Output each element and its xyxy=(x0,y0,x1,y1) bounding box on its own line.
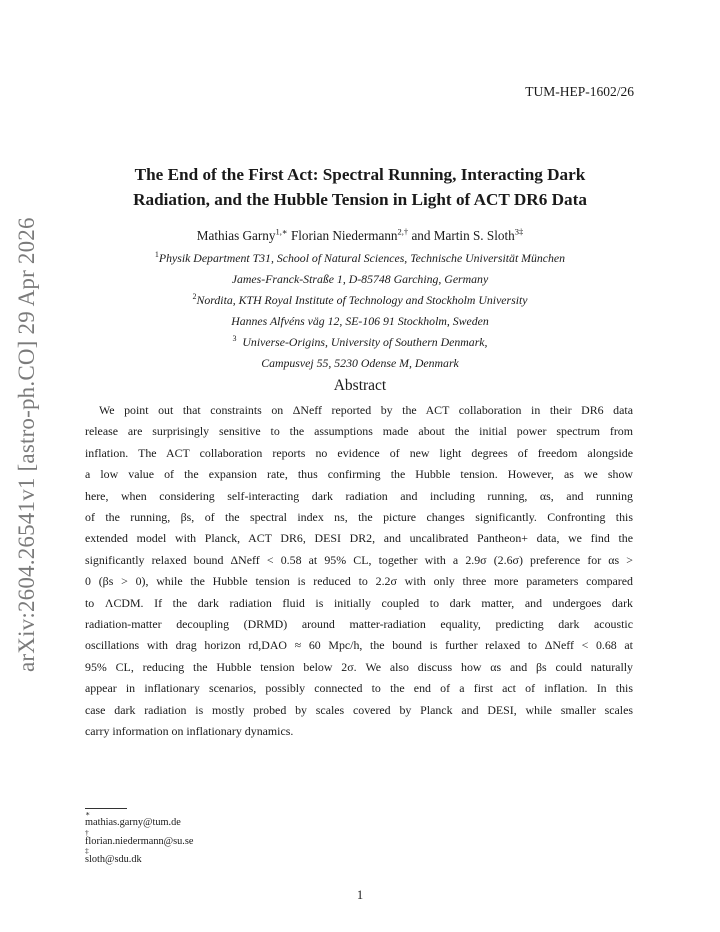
author-name: Florian Niedermann xyxy=(290,228,398,243)
author-marks: 1,∗ xyxy=(275,226,288,237)
footnote-email[interactable]: mathias.garny@tum.de xyxy=(85,817,181,828)
affiliation-line: James-Franck-Straße 1, D-85748 Garching, Germany xyxy=(231,272,489,286)
arxiv-identifier-stamp: arXiv:2604.26541v1 [astro-ph.CO] 29 Apr 2026 xyxy=(14,217,39,672)
author-marks: 3‡ xyxy=(514,226,524,237)
affiliation-line xyxy=(60,290,660,311)
author-marks: 2,† xyxy=(397,226,409,237)
affiliation-text: Physik Department T31, School of Natural Sciences, Technische Universität München xyxy=(158,251,566,265)
abstract-line: inflation. The ACT collaboration reports no evidence of new light degrees of freedom alongside xyxy=(85,445,633,460)
affiliation-line: Hannes Alfvéns väg 12, SE-106 91 Stockholm, Sweden xyxy=(231,314,489,328)
abstract-line: to ΛCDM. If the dark radiation fluid is initially coupled to dark matter, and undergoes dark xyxy=(85,595,633,610)
paper-title xyxy=(60,162,660,212)
footnotes xyxy=(85,809,194,870)
abstract-body xyxy=(85,400,633,743)
author-list xyxy=(60,228,660,244)
affiliation-mark: 2 xyxy=(192,292,197,302)
abstract-line: appear in inflationary scenarios, possibly connected to the end of a first act of inflation. In this xyxy=(85,681,633,696)
abstract-line: case dark radiation is mostly probed by scales covered by Planck and DESI, while smaller scales xyxy=(85,702,633,717)
footnote: ∗ mathias.garny@tum.de xyxy=(85,809,181,828)
affiliation-line xyxy=(60,248,660,269)
affiliation-mark: 1 xyxy=(154,250,159,260)
author-name: Mathias Garny xyxy=(196,228,276,243)
affiliation-line: Campusvej 55, 5230 Odense M, Denmark xyxy=(261,356,459,370)
footnote-email[interactable]: sloth@sdu.dk xyxy=(85,854,142,865)
abstract-line: carry information on inflationary dynamics. xyxy=(85,724,294,739)
page-number: 1 xyxy=(356,888,364,902)
report-number: TUM-HEP-1602/26 xyxy=(525,84,634,99)
abstract-line: radiation-matter decoupling (DRMD) around matter-radiation equality, predicting dark acoustic xyxy=(85,617,633,632)
abstract-line: here, when considering self-interacting dark radiation and including running, αs, and running xyxy=(85,488,633,503)
abstract-line: We point out that constraints on ΔNeff reported by the ACT collaboration in their DR6 data xyxy=(99,403,633,417)
affiliations xyxy=(60,248,660,374)
footnote-rule xyxy=(85,808,127,809)
title-line-1: The End of the First Act: Spectral Running, Interacting Dark xyxy=(134,165,586,184)
abstract-line: release are surprisingly sensitive to the assumptions made about the initial power spectrum from xyxy=(85,424,633,439)
affiliation-line xyxy=(60,332,660,353)
footnote-email[interactable]: florian.niedermann@su.se xyxy=(85,835,194,847)
footnote: † florian.niedermann@su.se xyxy=(85,827,194,847)
affiliation-mark: 3 xyxy=(232,334,237,344)
abstract-line: 95% CL, reducing the Hubble tension below 2σ. We also discuss how αs and βs could naturally xyxy=(85,659,633,674)
abstract-line: oscillations with drag horizon rd,DAO ≈ 60 Mpc/h, the bound is further relaxed to ΔNeff < 0.68 at xyxy=(85,638,633,653)
abstract-line: a low value of the expansion rate, thus confirming the Hubble tension. However, as we show xyxy=(85,467,633,482)
author-connector: and xyxy=(411,228,431,243)
author-name: Martin S. Sloth xyxy=(433,228,515,243)
abstract-line: 0 (βs > 0), while the Hubble tension is reduced to 2.2σ with only three more parameters compared xyxy=(85,574,633,589)
abstract-line: significantly relaxed bound ΔNeff < 0.58 at 95% CL, together with a 2.9σ (2.6σ) preference for αs > xyxy=(85,552,633,567)
abstract-line: extended model with Planck, ACT DR6, DESI DR2, and uncalibrated Pantheon+ data, we find the xyxy=(85,531,633,546)
abstract-heading: Abstract xyxy=(333,377,387,394)
affiliation-text: Nordita, KTH Royal Institute of Technology and Stockholm University xyxy=(196,293,528,307)
affiliation-text: Universe-Origins, University of Southern Denmark, xyxy=(242,335,488,349)
abstract-line: of the running, βs, of the spectral index ns, the picture changes significantly. Confronting this xyxy=(85,510,633,525)
title-line-2: Radiation, and the Hubble Tension in Light of ACT DR6 Data xyxy=(133,190,587,209)
footnote: ‡ sloth@sdu.dk xyxy=(85,846,142,865)
